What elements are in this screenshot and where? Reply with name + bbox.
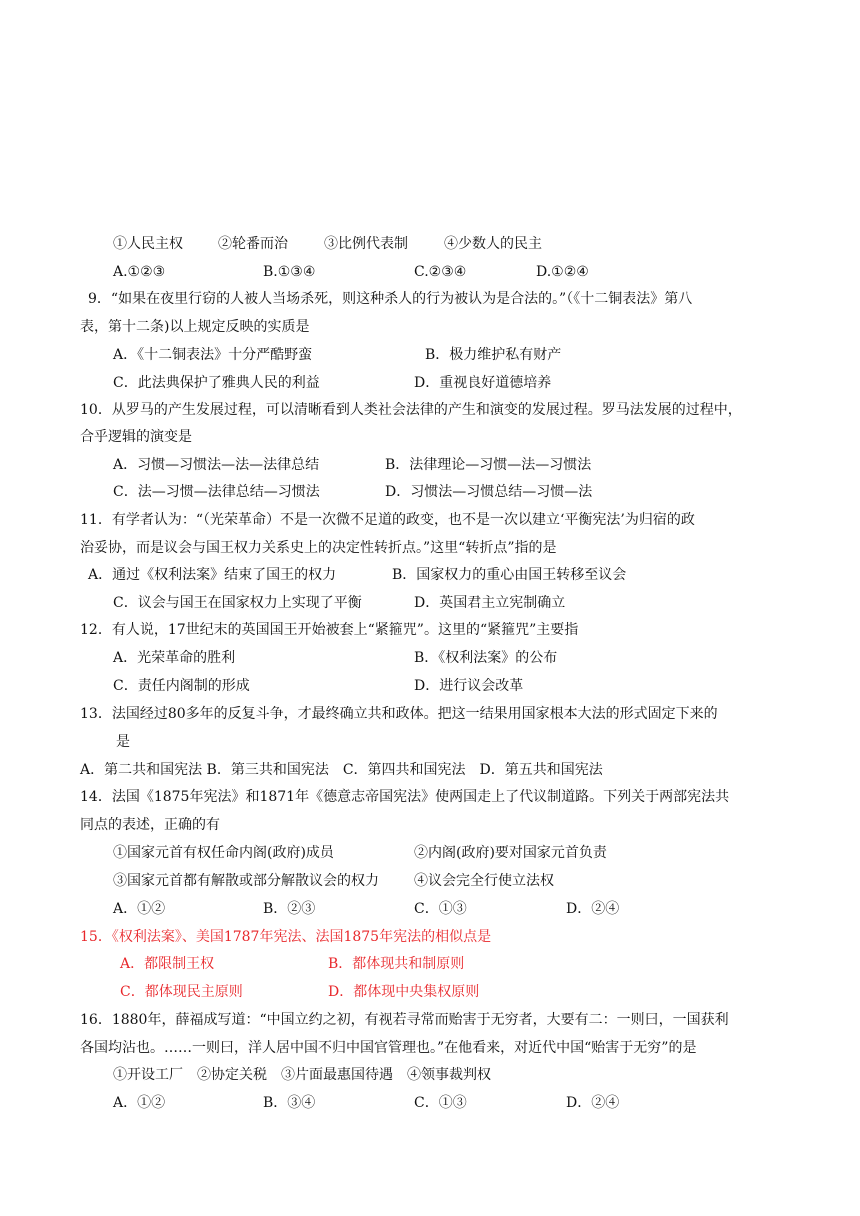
q16-option-c: C．①③ — [414, 1095, 467, 1111]
q8-option-b: B.①③④ — [263, 264, 316, 280]
q13-options: A．第二共和国宪法 B．第三共和国宪法 C．第四共和国宪法 D．第五共和国宪法 — [80, 762, 603, 778]
q16-stem-line2: 各国均沾也。……一则曰，洋人居中国不归中国官管理也。”在他看来，对近代中国“贻害于无穷”的是 — [80, 1040, 697, 1056]
q16-option-a: A．①② — [113, 1095, 166, 1111]
q11-option-b: B．国家权力的重心由国王转移至议会 — [392, 567, 627, 583]
q12-option-c: C．责任内阁制的形成 — [113, 678, 250, 694]
q8-option-d: D.①②④ — [536, 264, 589, 280]
q8-item-2: ②轮番而治 — [218, 236, 288, 252]
q8-item-3: ③比例代表制 — [324, 236, 408, 252]
q8-item-1: ①人民主权 — [113, 236, 183, 252]
q11-stem-line1: 11．有学者认为：“（光荣革命）不是一次微不足道的政变，也不是一次以建立‘平衡宪法’为归宿的政 — [80, 512, 695, 528]
q14-option-a: A．①② — [113, 901, 166, 917]
q14-option-c: C．①③ — [414, 901, 467, 917]
q11-stem-line2: 治妥协，而是议会与国王权力关系史上的决定性转折点。”这里“转折点”指的是 — [80, 540, 557, 556]
q9-option-b: B．极力维护私有财产 — [425, 347, 562, 363]
q12-option-b: B．《权利法案》的公布 — [414, 650, 558, 666]
q14-option-d: D．②④ — [566, 901, 620, 917]
q10-stem-line2: 合乎逻辑的演变是 — [80, 429, 192, 445]
q11-option-d: D．英国君主立宪制确立 — [414, 595, 566, 611]
q15-option-a: A．都限制王权 — [120, 956, 215, 972]
q14-item-3: ③国家元首都有解散或部分解散议会的权力 — [113, 873, 379, 889]
q14-stem-line1: 14．法国《1875年宪法》和1871年《德意志帝国宪法》使两国走上了代议制道路。下列关于两部宪法共 — [80, 789, 730, 805]
q10-option-d: D．习惯法—习惯总结—习惯—法 — [385, 484, 593, 500]
q8-option-c: C.②③④ — [414, 264, 467, 280]
q10-stem-line1: 10．从罗马的产生发展过程，可以清晰看到人类社会法律的产生和演变的发展过程。罗马法发展的过程中， — [80, 402, 742, 418]
q9-stem-line1: 9．“如果在夜里行窃的人被人当场杀死，则这种杀人的行为被认为是合法的。”（《十二铜表法》第八 — [88, 291, 693, 307]
q9-option-a: A．《十二铜表法》十分严酷野蛮 — [113, 347, 313, 363]
q8-item-4: ④少数人的民主 — [444, 236, 542, 252]
q14-item-4: ④议会完全行使立法权 — [414, 873, 554, 889]
q9-stem-line2: 表，第十二条)以上规定反映的实质是 — [80, 319, 310, 335]
q14-stem-line2: 同点的表述，正确的有 — [80, 817, 220, 833]
q13-stem-line1: 13．法国经过80多年的反复斗争，才最终确立共和政体。把这一结果用国家根本大法的形式固定下来的 — [80, 706, 718, 722]
q15-stem: 15．《权利法案》、美国1787年宪法、法国1875年宪法的相似点是 — [80, 929, 492, 945]
q15-option-c: C．都体现民主原则 — [120, 984, 243, 1000]
q12-option-a: A．光荣革命的胜利 — [113, 650, 236, 666]
q13-stem-line2: 是 — [116, 734, 130, 750]
q12-option-d: D．进行议会改革 — [414, 678, 524, 694]
q15-option-b: B．都体现共和制原则 — [328, 956, 465, 972]
q14-option-b: B．②③ — [263, 901, 316, 917]
q9-option-d: D．重视良好道德培养 — [414, 375, 552, 391]
q14-item-2: ②内阁(政府)要对国家元首负责 — [414, 845, 607, 861]
q10-option-b: B．法律理论—习惯—法—习惯法 — [385, 457, 592, 473]
q12-stem: 12．有人说，17世纪末的英国国王开始被套上“紧箍咒”。这里的“紧箍咒”主要指 — [80, 622, 579, 638]
q10-option-a: A．习惯—习惯法—法—法律总结 — [113, 457, 320, 473]
q10-option-c: C．法—习惯—法律总结—习惯法 — [113, 484, 320, 500]
q15-option-d: D．都体现中央集权原则 — [328, 984, 480, 1000]
q11-option-a: A．通过《权利法案》结束了国王的权力 — [88, 567, 337, 583]
q16-items: ①开设工厂 ②协定关税 ③片面最惠国待遇 ④领事裁判权 — [113, 1067, 491, 1083]
q14-item-1: ①国家元首有权任命内阁(政府)成员 — [113, 845, 334, 861]
q11-option-c: C．议会与国王在国家权力上实现了平衡 — [113, 595, 362, 611]
q9-option-c: C．此法典保护了雅典人民的利益 — [113, 375, 320, 391]
q16-option-b: B．③④ — [263, 1095, 316, 1111]
q16-stem-line1: 16．1880年，薛福成写道：“中国立约之初，有视若寻常而贻害于无穷者，大要有二：一则曰，一国获利 — [80, 1012, 729, 1028]
q16-option-d: D．②④ — [566, 1095, 620, 1111]
q8-option-a: A.①②③ — [113, 264, 166, 280]
